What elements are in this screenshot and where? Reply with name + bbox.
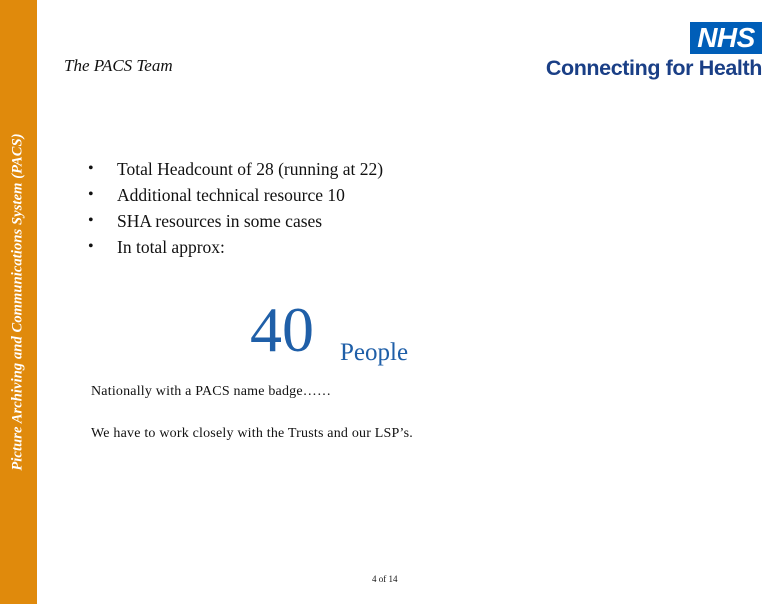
nhs-cfh-logo: [526, 22, 762, 82]
slide-title: The PACS Team: [64, 56, 173, 75]
list-item: [88, 156, 383, 182]
logo-tagline: Connecting for Health: [545, 56, 762, 80]
bullet-text: Total Headcount of 28 (running at 22): [117, 158, 384, 179]
bullet-list: [88, 156, 383, 260]
list-item: [88, 208, 383, 234]
note-trusts: We have to work closely with the Trusts and our LSP’s.: [91, 426, 413, 441]
bullet-icon: •: [88, 212, 94, 229]
nhs-badge: NHS: [690, 22, 762, 54]
headcount-number: 40: [250, 294, 314, 365]
bullet-icon: •: [88, 238, 94, 255]
bullet-text: SHA resources in some cases: [117, 210, 323, 231]
bullet-text: In total approx:: [117, 236, 225, 257]
list-item: [88, 182, 383, 208]
page-number: 4 of 14: [372, 574, 398, 584]
sidebar-banner: [0, 0, 37, 604]
bullet-icon: •: [88, 186, 94, 203]
sidebar-title: Picture Archiving and Communications System (PACS): [9, 133, 26, 471]
headcount-unit: People: [340, 339, 409, 366]
bullet-icon: •: [88, 160, 94, 177]
list-item: [88, 234, 383, 260]
bullet-text: Additional technical resource 10: [117, 184, 345, 205]
note-badge: Nationally with a PACS name badge……: [91, 384, 332, 399]
